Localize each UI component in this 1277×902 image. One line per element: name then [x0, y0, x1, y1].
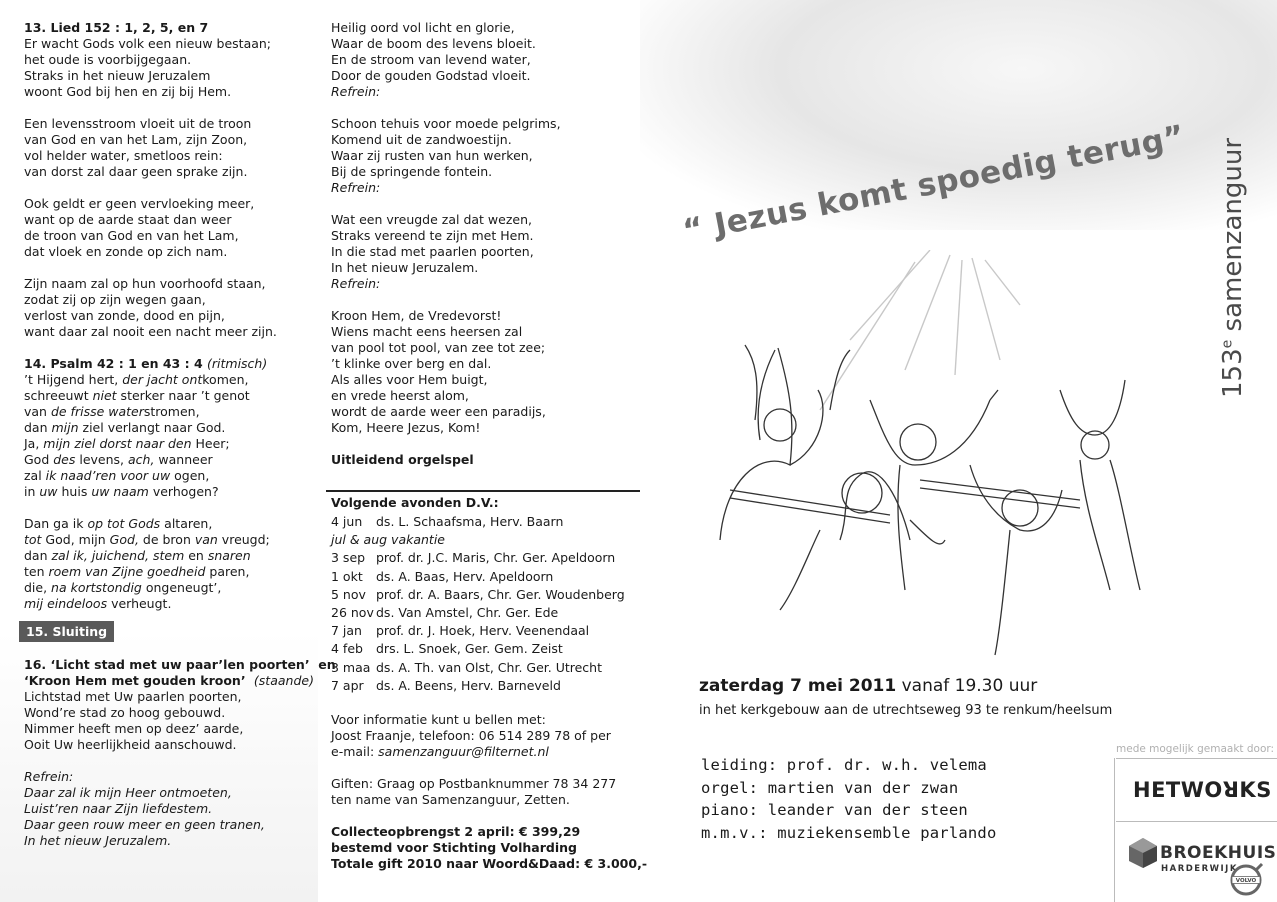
text-run: verhogen? — [148, 484, 219, 499]
text-run: Luist’ren naar Zijn liefdestem. — [24, 801, 213, 816]
text-line — [331, 244, 534, 260]
schedule-date: 4 jun — [331, 514, 363, 529]
text-run: Refrein: — [24, 769, 74, 784]
credit-line: m.m.v.: muziekensemble parlando — [701, 823, 997, 842]
text-run: woont God bij hen en zij bij Hem. — [24, 84, 232, 99]
text-run: en vrede heerst alom, — [331, 388, 469, 403]
text-line — [331, 324, 522, 340]
text-line — [24, 532, 270, 548]
text-line — [331, 276, 380, 292]
text-line — [24, 785, 232, 801]
text-line — [24, 769, 73, 785]
schedule-entry: ds. Van Amstel, Chr. Ger. Ede — [376, 605, 559, 620]
event-time: vanaf 19.30 uur — [896, 676, 1038, 696]
text-line — [331, 308, 501, 324]
text-run: Giften: Graag op Postbanknummer 78 34 277 — [331, 776, 617, 791]
text-run: van — [24, 404, 51, 419]
text-line — [331, 116, 561, 132]
schedule-entry: prof. dr. J.C. Maris, Chr. Ger. Apeldoorn — [376, 550, 616, 566]
text-run: e-mail: — [331, 744, 379, 759]
schedule-entry: prof. dr. A. Baars, Chr. Ger. Woudenberg — [376, 586, 625, 602]
text-run: uw — [39, 484, 58, 499]
text-run: In het nieuw Jeruzalem. — [331, 260, 479, 275]
text-run: mij eindeloos — [24, 596, 108, 611]
text-run: van — [194, 532, 218, 547]
text-line — [24, 308, 225, 324]
text-line — [331, 388, 469, 404]
text-line — [24, 564, 249, 580]
text-line — [331, 744, 549, 760]
text-run: en — [184, 548, 208, 563]
text-run: Een levensstroom vloeit uit de troon — [24, 116, 252, 131]
text-run: die, — [24, 580, 52, 595]
text-run: verlost van zonde, dood en pijn, — [24, 308, 225, 323]
text-line — [331, 420, 480, 436]
text-line — [24, 484, 219, 500]
text-line — [331, 212, 532, 228]
text-line — [24, 132, 247, 148]
text-line — [24, 833, 171, 849]
text-line — [24, 388, 250, 404]
text-run: na kortstondig — [51, 580, 142, 595]
text-run: het oude is voorbijgegaan. — [24, 52, 192, 67]
text-run: zal — [24, 468, 46, 483]
schedule-date: 3 maa — [331, 659, 371, 675]
text-line — [331, 228, 533, 244]
text-run: Kom, Heere Jezus, Kom! — [331, 420, 481, 435]
edition-suffix: e — [1219, 339, 1236, 349]
text-run: huis — [57, 484, 92, 499]
edition-number: 153 — [1218, 348, 1248, 398]
left-column — [0, 0, 336, 902]
text-run: roem van Zijne goedheid — [48, 564, 206, 579]
text-run: niet — [92, 388, 117, 403]
text-line — [24, 36, 271, 52]
text-line — [24, 372, 248, 388]
text-line — [331, 164, 492, 180]
text-run: wordt de aarde weer een paradijs, — [331, 404, 546, 419]
text-run: In die stad met paarlen poorten, — [331, 244, 534, 259]
text-run: schreeuwt — [24, 388, 93, 403]
text-line — [331, 452, 474, 468]
text-run: Refrein: — [331, 276, 381, 291]
text-run: Dan ga ik — [24, 516, 88, 531]
text-run: ziel verlangt naar God. — [78, 420, 226, 435]
text-run: komen, — [202, 372, 249, 387]
schedule-entry: jul & aug vakantie — [331, 532, 445, 548]
text-run: ongeneugt’, — [141, 580, 222, 595]
event-date — [699, 676, 1037, 696]
text-run: dan — [24, 548, 52, 563]
text-run: samenzanguur@filternet.nl — [378, 744, 549, 759]
text-line — [24, 436, 230, 452]
text-line — [331, 776, 616, 792]
text-run: 16. ‘Licht stad met uw paar’len poorten’ en — [24, 657, 336, 672]
text-line — [331, 712, 546, 728]
text-run: sterker naar ’t genot — [116, 388, 250, 403]
text-line — [24, 276, 266, 292]
text-line — [331, 36, 536, 52]
text-run: Nimmer heeft men op deez’ aarde, — [24, 721, 244, 736]
text-run: uw naam — [91, 484, 149, 499]
text-line — [331, 52, 531, 68]
credit-line: leiding: prof. dr. w.h. velema — [701, 756, 987, 774]
text-line — [24, 228, 239, 244]
text-run: 14. Psalm 42 : 1 en 43 : 4 — [24, 356, 207, 371]
text-run: levens, — [75, 452, 128, 467]
text-line — [331, 792, 570, 808]
text-run: in — [24, 484, 40, 499]
vertical-title — [1218, 138, 1248, 398]
text-line — [24, 68, 210, 84]
sponsor-caption: mede mogelijk gemaakt door: — [1116, 743, 1275, 755]
volvo-badge-text: VOLVO — [1235, 878, 1257, 884]
schedule-date: 7 jan — [331, 623, 362, 639]
text-line — [24, 356, 267, 372]
text-line — [24, 721, 243, 737]
text-run: stromen, — [143, 404, 200, 419]
text-line — [24, 657, 336, 673]
text-run: Ook geldt er geen vervloeking meer, — [24, 196, 255, 211]
schedule-entry: ds. A. Th. van Olst, Chr. Ger. Utrecht — [376, 659, 603, 675]
event-date-bold: zaterdag 7 mei 2011 — [699, 676, 897, 696]
text-run: Totale gift 2010 naar Woord&Daad: € 3.000,- — [331, 856, 648, 871]
text-line — [331, 340, 545, 356]
text-line — [24, 244, 227, 260]
schedule-entry: ds. A. Baas, Herv. Apeldoorn — [376, 568, 554, 584]
text-run: Wat een vreugde zal dat wezen, — [331, 212, 532, 227]
text-run: Waar zij rusten van hun werken, — [331, 148, 533, 163]
praising-figures-illustration — [700, 250, 1160, 660]
text-line — [331, 824, 580, 840]
text-run: Heilig oord vol licht en glorie, — [331, 20, 515, 35]
text-line — [24, 452, 213, 468]
text-run: Door de gouden Godstad vloeit. — [331, 68, 531, 83]
divider — [326, 490, 640, 492]
text-run: Joost Fraanje, telefoon: 06 514 289 78 of per — [331, 728, 611, 743]
text-line — [331, 356, 491, 372]
text-line — [331, 372, 487, 388]
text-run: vol helder water, smetloos rein: — [24, 148, 223, 163]
hetworks-logo: HETWOꓤKS — [1133, 778, 1272, 802]
schedule-date: 26 nov — [331, 605, 374, 620]
text-line — [24, 52, 191, 68]
volvo-badge-icon — [1228, 862, 1264, 898]
text-line — [24, 404, 200, 420]
text-run: (ritmisch) — [207, 356, 268, 371]
text-run: Wond’re stad zo hoog gebouwd. — [24, 705, 226, 720]
text-line — [24, 801, 212, 817]
text-line — [24, 196, 254, 212]
text-line — [24, 548, 251, 564]
text-run: Bij de springende fontein. — [331, 164, 493, 179]
text-run: Uitleidend orgelspel — [331, 452, 474, 467]
text-run: Voor informatie kunt u bellen met: — [331, 712, 546, 727]
text-line — [331, 20, 515, 36]
text-line — [24, 84, 231, 100]
text-run: zal ik, juichend, stem — [51, 548, 185, 563]
schedule-date: 3 sep — [331, 550, 366, 566]
text-run: van pool tot pool, van zee tot zee; — [331, 340, 546, 355]
text-line — [24, 420, 225, 436]
text-run: altaren, — [160, 516, 213, 531]
text-run: Schoon tehuis voor moede pelgrims, — [331, 116, 561, 131]
text-run: Ooit Uw heerlijkheid aanschouwd. — [24, 737, 237, 752]
text-run: bestemd voor Stichting Volharding — [331, 840, 577, 855]
broekhuis-location: HARDERWIJK — [1161, 864, 1238, 874]
text-run: mijn ziel dorst naar den — [43, 436, 192, 451]
text-run: tot — [24, 532, 42, 547]
text-line — [24, 580, 221, 596]
text-run: mijn — [51, 420, 79, 435]
broekhuis-cube-icon — [1128, 837, 1158, 869]
text-line — [24, 292, 206, 308]
text-run: Daar geen rouw meer en geen tranen, — [24, 817, 265, 832]
text-run: wanneer — [154, 452, 213, 467]
text-run: God, — [109, 532, 139, 547]
text-run: des — [53, 452, 76, 467]
title-text: samenzanguur — [1218, 137, 1248, 340]
text-line — [24, 324, 277, 340]
text-run: Wiens macht eens heersen zal — [331, 324, 523, 339]
credit-line: orgel: martien van der zwan — [701, 778, 959, 797]
text-line — [331, 840, 577, 856]
text-line — [331, 260, 478, 276]
text-run: (staande) — [249, 673, 314, 688]
schedule-date: 7 apr — [331, 677, 364, 693]
text-run: de troon van God en van het Lam, — [24, 228, 239, 243]
text-run: van God en van het Lam, zijn Zoon, — [24, 132, 248, 147]
text-line — [331, 148, 533, 164]
text-line — [24, 737, 237, 753]
text-run: verheugt. — [107, 596, 172, 611]
text-run: Waar de boom des levens bloeit. — [331, 36, 536, 51]
text-run: want daar zal nooit een nacht meer zijn. — [24, 324, 277, 339]
text-line — [24, 516, 212, 532]
text-line — [24, 20, 208, 36]
text-run: Als alles voor Hem buigt, — [331, 372, 488, 387]
text-line — [331, 856, 647, 872]
text-line — [24, 164, 247, 180]
text-line — [24, 116, 251, 132]
text-run: de bron — [138, 532, 195, 547]
schedule-title: Volgende avonden D.V.: — [331, 495, 499, 510]
text-run: Er wacht Gods volk een nieuw bestaan; — [24, 36, 272, 51]
text-run: Refrein: — [331, 180, 381, 195]
text-run: Heer; — [191, 436, 230, 451]
text-run: zodat zij op zijn wegen gaan, — [24, 292, 206, 307]
text-run: God — [24, 452, 54, 467]
text-run: Ja, — [24, 436, 44, 451]
text-run: En de stroom van levend water, — [331, 52, 531, 67]
text-run: Straks in het nieuw Jeruzalem — [24, 68, 211, 83]
text-run: Zijn naam zal op hun voorhoofd staan, — [24, 276, 266, 291]
text-line — [24, 689, 242, 705]
text-run: ik naad’ren voor uw — [45, 468, 171, 483]
slogan: “ Jezus komt spoedig terug” — [680, 118, 1188, 250]
text-run: Collecteopbrengst 2 april: € 399,29 — [331, 824, 581, 839]
middle-column — [318, 0, 640, 902]
text-line — [24, 673, 314, 689]
schedule-date: 1 okt — [331, 568, 363, 584]
text-run: Lichtstad met Uw paarlen poorten, — [24, 689, 242, 704]
text-line — [24, 596, 171, 612]
text-run: paren, — [205, 564, 250, 579]
text-line — [24, 705, 225, 721]
text-line — [331, 132, 512, 148]
text-run: Kroon Hem, de Vredevorst! — [331, 308, 502, 323]
text-run: ach, — [128, 452, 155, 467]
text-run: op tot Gods — [87, 516, 161, 531]
text-run: de frisse water — [50, 404, 144, 419]
schedule-entry: prof. dr. J. Hoek, Herv. Veenendaal — [376, 623, 590, 639]
schedule-entry: ds. A. Beens, Herv. Barneveld — [376, 677, 561, 693]
text-run: der jacht ont — [122, 372, 203, 387]
credit-line: piano: leander van der steen — [701, 801, 968, 819]
text-line — [331, 68, 530, 84]
schedule-entry: drs. L. Snoek, Ger. Gem. Zeist — [376, 641, 563, 657]
text-run: snaren — [207, 548, 251, 563]
text-line — [331, 84, 380, 100]
text-run: ten — [24, 564, 49, 579]
text-run: want op de aarde staat dan weer — [24, 212, 232, 227]
text-run: dat vloek en zonde op zich nam. — [24, 244, 228, 259]
text-run: van dorst zal daar geen sprake zijn. — [24, 164, 248, 179]
broekhuis-logo: BROEKHUIS — [1160, 843, 1277, 863]
schedule-date: 4 feb — [331, 641, 363, 657]
text-line — [24, 212, 232, 228]
text-run: Komend uit de zandwoestijn. — [331, 132, 512, 147]
text-run: Straks vereend te zijn met Hem. — [331, 228, 534, 243]
schedule-entry: ds. L. Schaafsma, Herv. Baarn — [376, 514, 564, 529]
text-run: ’t Hijgend hert, — [24, 372, 123, 387]
text-line — [24, 468, 209, 484]
text-line — [24, 148, 223, 164]
text-run: God, mijn — [41, 532, 110, 547]
text-run: ten name van Samenzanguur, Zetten. — [331, 792, 570, 807]
section-label-sluiting: 15. Sluiting — [19, 621, 114, 642]
text-line — [331, 728, 611, 744]
text-line — [331, 404, 546, 420]
text-run: dan — [24, 420, 52, 435]
text-run: In het nieuw Jeruzalem. — [24, 833, 172, 848]
text-line — [24, 817, 265, 833]
text-run: Refrein: — [331, 84, 381, 99]
schedule-date: 5 nov — [331, 586, 366, 602]
text-run: ’t klinke over berg en dal. — [331, 356, 492, 371]
text-run: vreugd; — [217, 532, 270, 547]
text-run: ogen, — [170, 468, 210, 483]
text-run: 13. Lied 152 : 1, 2, 5, en 7 — [24, 20, 209, 35]
event-location: in het kerkgebouw aan de utrechtseweg 93 te renkum/heelsum — [699, 703, 1113, 718]
text-line — [331, 180, 380, 196]
text-run: ‘Kroon Hem met gouden kroon’ — [24, 673, 250, 688]
text-run: Daar zal ik mijn Heer ontmoeten, — [24, 785, 232, 800]
